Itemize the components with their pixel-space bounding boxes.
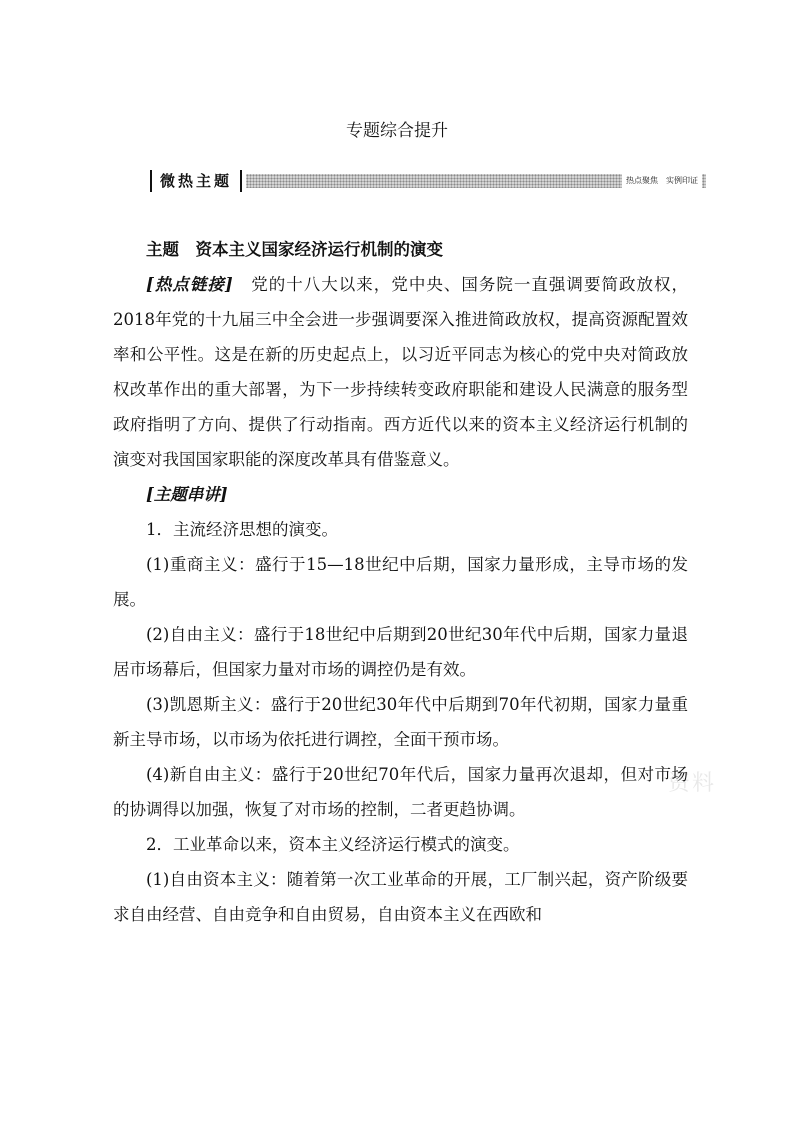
point-paragraph: (2)自由主义：盛行于18世纪中后期到20世纪30年代中后期，国家力量退居市场幕后，但国家力量对市场的调控仍是有效。 [113,625,688,679]
page-title: 专题综合提升 [346,121,448,141]
banner-dotted-bar [246,174,706,188]
point-paragraph: (1)自由资本主义：随着第一次工业革命的开展，工厂制兴起，资产阶级要求自由经营、自由竞争和自由贸易，自由资本主义在西欧和 [113,870,688,924]
hotspot-paragraph [113,267,688,477]
hotspot-tag: [热点链接] [146,275,233,294]
point-paragraph: (4)新自由主义：盛行于20世纪70年代后，国家力量再次退却，但对市场的协调得以加强，恢复了对市场的控制，二者更趋协调。 [113,765,688,819]
point-paragraph: 2．工业革命以来，资本主义经济运行模式的演变。 [146,835,520,854]
banner-label: 微热主题 [150,170,242,192]
section-title: 资本主义国家经济运行机制的演变 [195,240,443,259]
topic-tag-paragraph [113,477,688,512]
point-paragraph: (1)重商主义：盛行于15—18世纪中后期，国家力量形成，主导市场的发展。 [113,555,688,609]
point-paragraph: (3)凯恩斯主义：盛行于20世纪30年代中后期到70年代初期，国家力量重新主导市场，以市场为依托进行调控，全面干预市场。 [113,695,688,749]
banner-tag: 热点聚焦 实例印证 [622,174,702,188]
section-banner [150,170,706,192]
section-label: 主题 [146,240,179,259]
document-body [113,232,688,932]
topic-tag: [主题串讲] [146,485,228,504]
point-paragraph: 1．主流经济思想的演变。 [146,520,338,539]
hotspot-text: 党的十八大以来，党中央、国务院一直强调要简政放权，2018年党的十九届三中全会进一步强调要深入推进简政放权，提高资源配置效率和公平性。这是在新的历史起点上，以习近平同志为核心的党中央对简政放权改革作出的重大部署，为下一步持续转变政府职能和建设人民满意的服务型政府指明了方向、提供了行动指南。西方近代以来的资本主义经济运行机制的演变对我国国家职能的深度改革具有借鉴意义。 [113,275,689,469]
section-heading [113,232,688,267]
watermark: 资料 [668,771,717,796]
